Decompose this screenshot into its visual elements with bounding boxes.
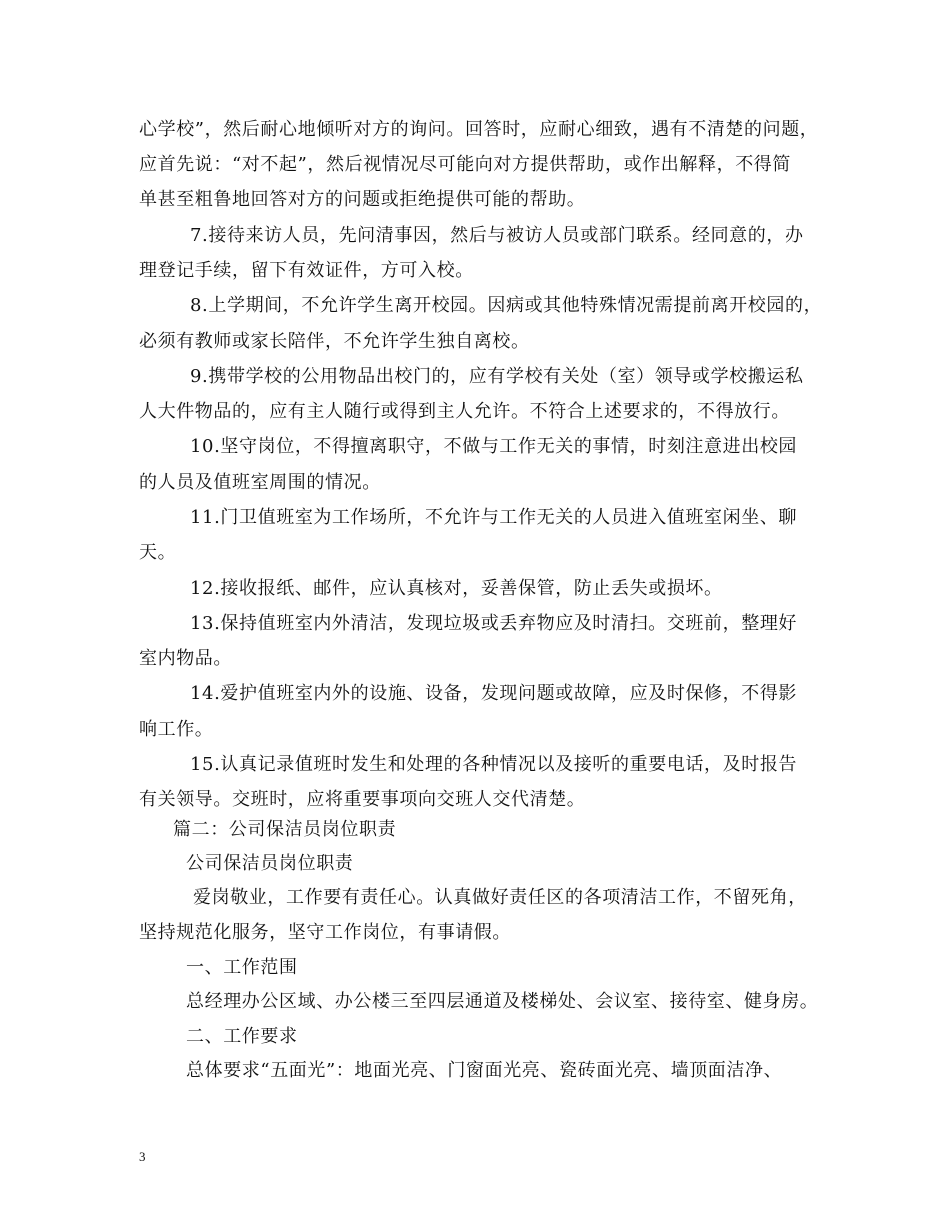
text-line: 坚持规范化服务，坚守工作岗位，有事请假。 bbox=[139, 922, 511, 943]
text-line: 必须有教师或家长陪伴，不允许学生独自离校。 bbox=[139, 331, 530, 352]
text-line: 9.携带学校的公用物品出校门的，应有学校有关处（室）领导或学校搬运私 bbox=[190, 366, 804, 387]
text-line: 11.门卫值班室为工作场所，不允许与工作无关的人员进入值班室闲坐、聊 bbox=[190, 507, 798, 528]
text-line: 天。 bbox=[139, 542, 177, 563]
text-line: 总体要求“五面光”：地面光亮、门窗面光亮、瓷砖面光亮、墙顶面洁净、 bbox=[186, 1060, 783, 1081]
text-line: 15.认真记录值班时发生和处理的各种情况以及接听的重要电话，及时报告 bbox=[190, 754, 798, 775]
text-line: 10.坚守岗位，不得擅离职守，不做与工作无关的事情，时刻注意进出校园 bbox=[190, 436, 798, 457]
text-line: 理登记手续，留下有效证件，方可入校。 bbox=[139, 260, 474, 281]
text-line: 室内物品。 bbox=[139, 648, 232, 669]
list-heading: 二、工作要求 bbox=[186, 1026, 298, 1047]
page-number: 3 bbox=[139, 1149, 146, 1164]
list-heading: 一、工作范围 bbox=[186, 957, 298, 978]
text-line: 总经理办公区域、办公楼三至四层通道及楼梯处、会议室、接待室、健身房。 bbox=[186, 991, 819, 1012]
text-line: 8.上学期间，不允许学生离开校园。因病或其他特殊情况需提前离开校园的， bbox=[190, 295, 823, 316]
text-line: 13.保持值班室内外清洁，发现垃圾或丢弃物应及时清扫。交班前，整理好 bbox=[190, 613, 798, 634]
text-line: 单甚至粗鲁地回答对方的问题或拒绝提供可能的帮助。 bbox=[139, 189, 586, 210]
text-line: 12.接收报纸、邮件，应认真核对，妥善保管，防止丢失或损坏。 bbox=[190, 578, 723, 599]
text-line: 心学校”，然后耐心地倾听对方的询问。回答时，应耐心细致，遇有不清楚的问题， bbox=[139, 119, 819, 140]
text-line: 应首先说：“对不起”，然后视情况尽可能向对方提供帮助，或作出解释，不得简 bbox=[139, 154, 792, 175]
section-heading: 篇二：公司保洁员岗位职责 bbox=[173, 819, 397, 840]
text-line: 有关领导。交班时，应将重要事项向交班人交代清楚。 bbox=[139, 789, 586, 810]
text-line: 响工作。 bbox=[139, 719, 214, 740]
section-subheading: 公司保洁员岗位职责 bbox=[186, 853, 354, 874]
text-line: 爱岗敬业，工作要有责任心。认真做好责任区的各项清洁工作，不留死角， bbox=[193, 887, 807, 908]
text-line: 的人员及值班室周围的情况。 bbox=[139, 472, 381, 493]
text-line: 7.接待来访人员，先问清事因，然后与被访人员或部门联系。经同意的，办 bbox=[190, 225, 804, 246]
text-line: 14.爱护值班室内外的设施、设备，发现问题或故障，应及时保修，不得影 bbox=[190, 683, 798, 704]
text-line: 人大件物品的，应有主人随行或得到主人允许。不符合上述要求的，不得放行。 bbox=[139, 401, 790, 422]
